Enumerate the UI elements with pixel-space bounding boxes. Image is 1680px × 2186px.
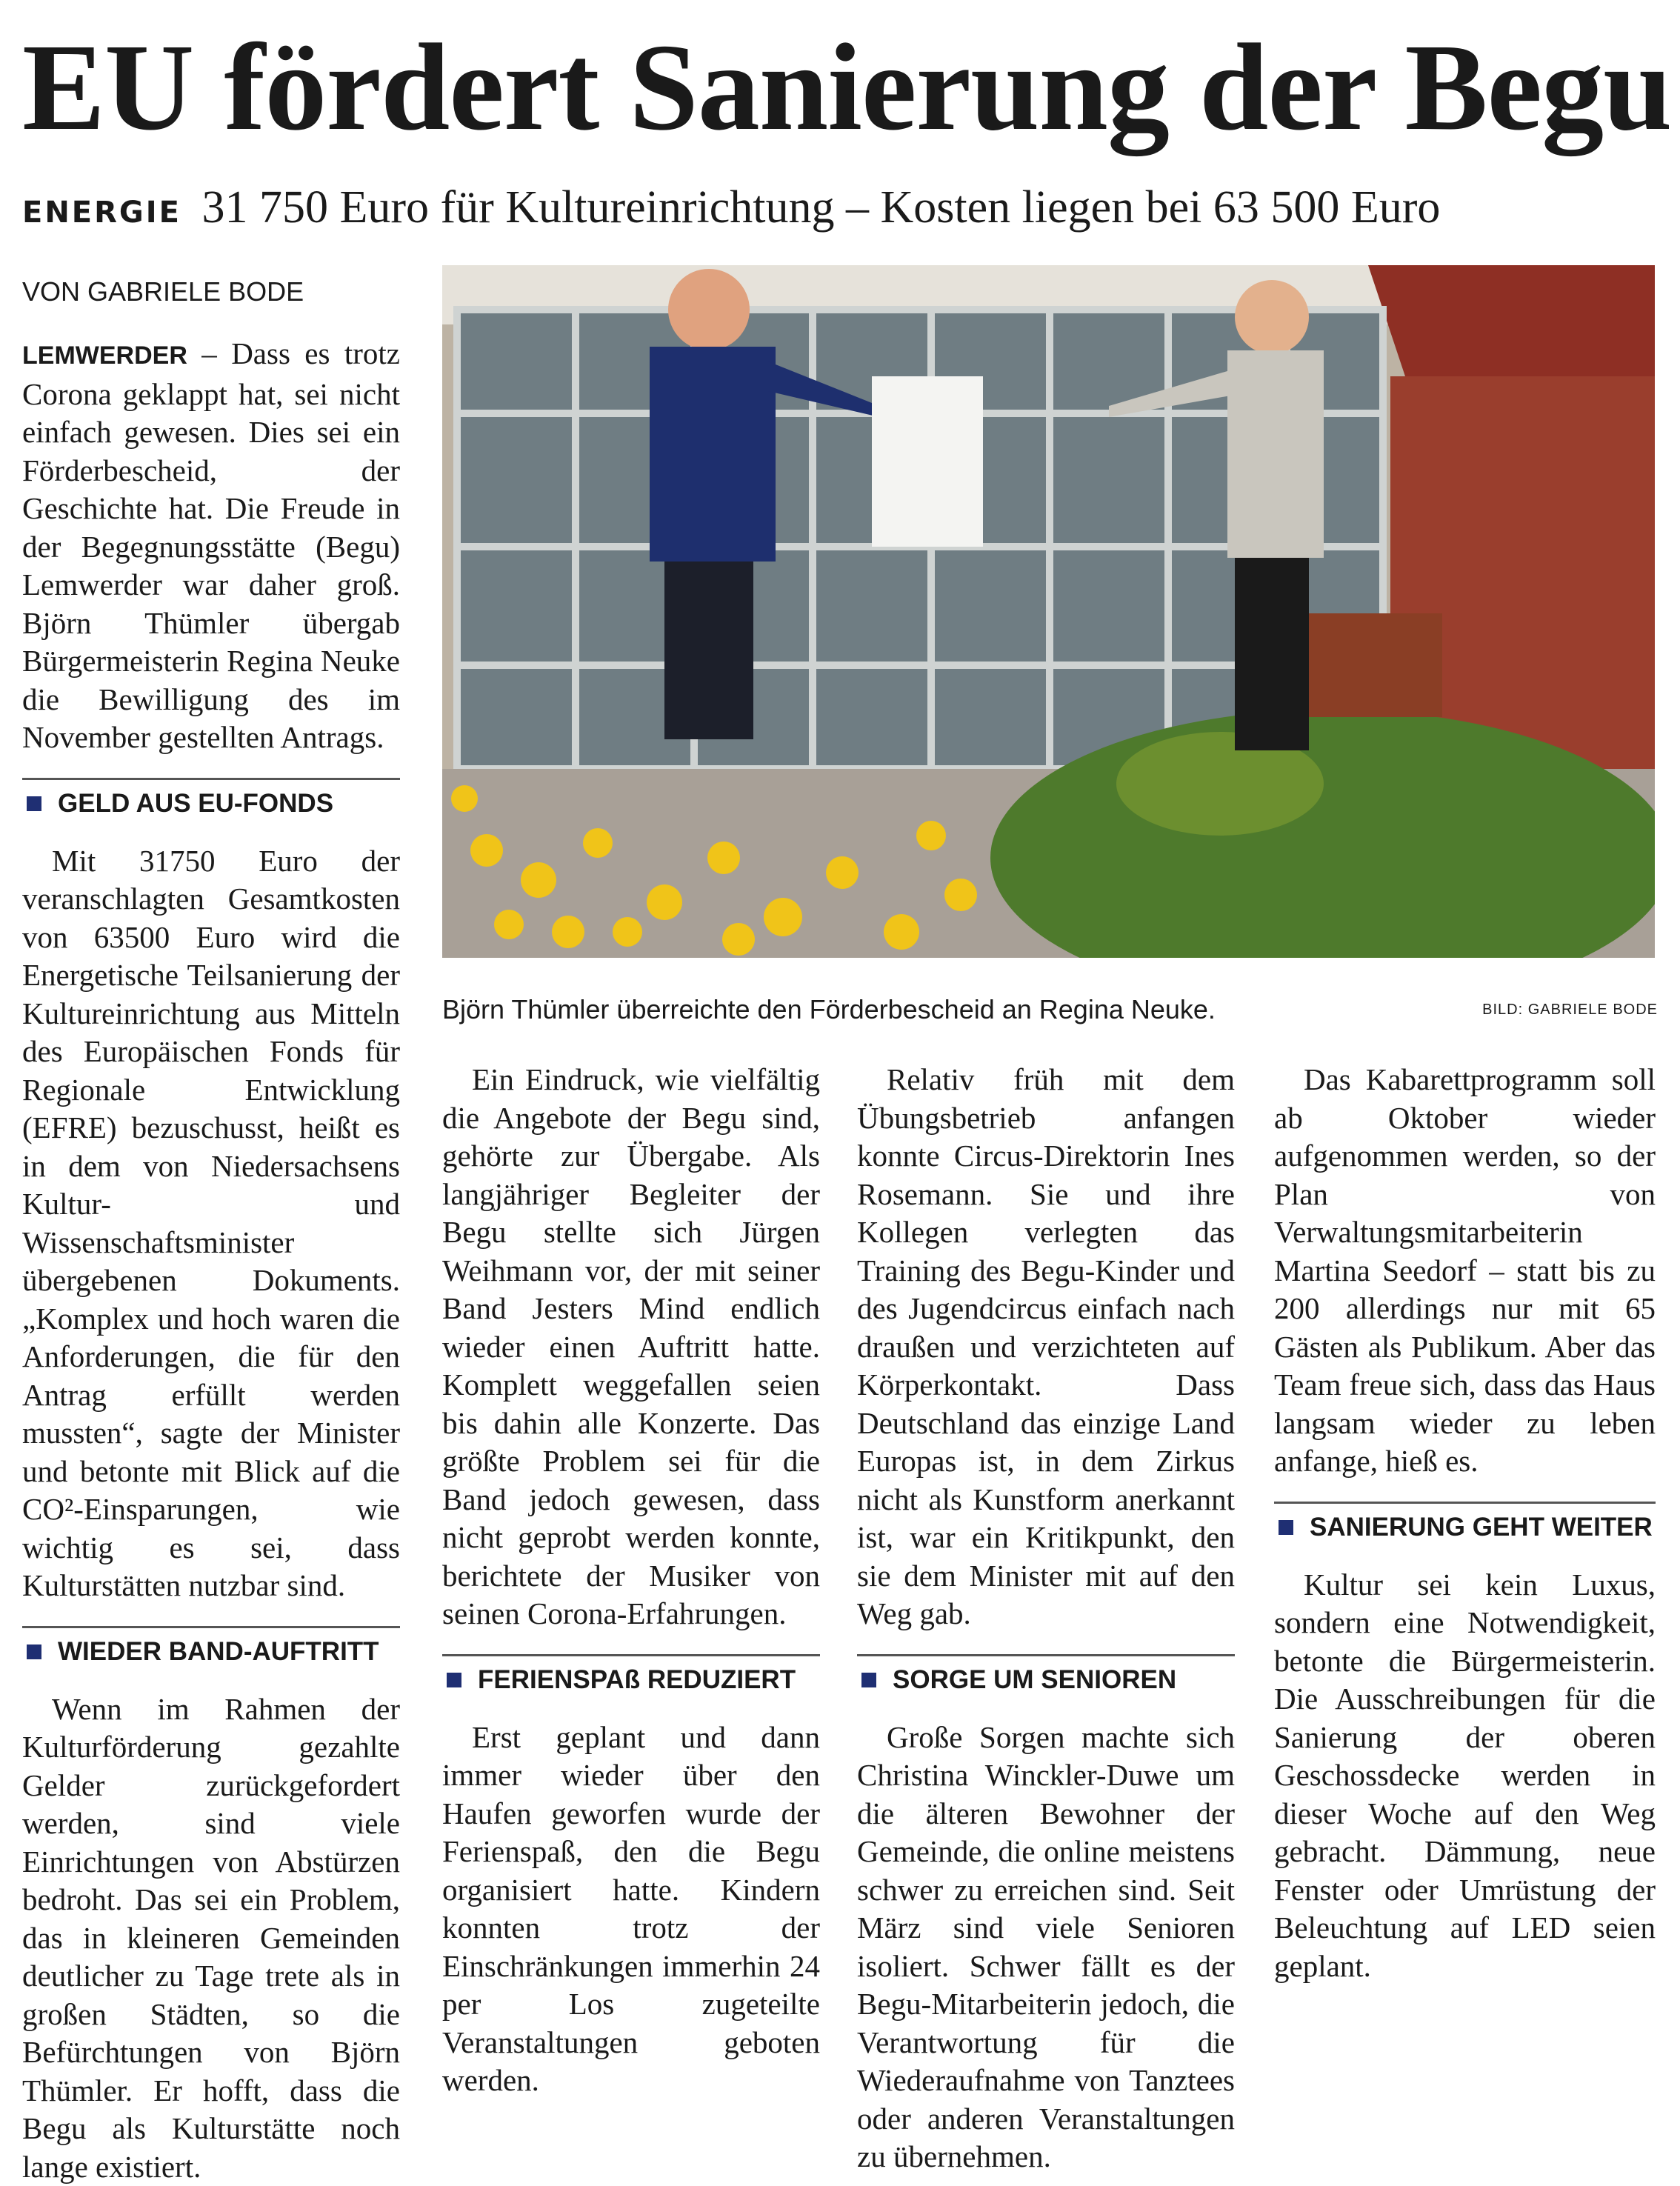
section-bullet [447,1673,461,1687]
photo-credit: BILD: GABRIELE BODE [1473,1002,1658,1019]
paragraph-senioren-1: Große Sorgen machte sich Christina Winckler-Duwe um die älteren Bewohner der Gemeinde, die online meistens schwer zu erreichen sind. Seit März sind viele Senioren isoliert. Schwer fällt es der Begu-Mitarbeiterin jedoch, die Verantwortung für die Wiederaufnahme von Tanztees oder anderen Veranstaltungen zu übernehmen. [857,1719,1235,2176]
subheadline [22,178,1667,242]
section-bullet [1279,1520,1293,1535]
paragraph-senioren-2: Das Kabarettprogramm soll ab Oktober wieder aufgenommen werden, so der Plan von Verwaltungsmitarbeiterin Martina Seedorf – statt bis zu 200 allerdings nur mit 65 Gästen als Publikum. Aber das Team freue sich, dass das Haus langsam wieder zu leben anfange, hieß es. [1274,1061,1656,1481]
section-heading-senioren: SORGE UM SENIOREN [857,1654,1235,1696]
lead-text: – Dass es trotz Corona geklappt hat, sei nicht einfach gewesen. Dies sei ein Förderbescheid, der Geschichte hat. Die Freude in der Begegnungsstätte (Begu) Lemwerder war daher groß. Björn Thümler übergab Bürgermeisterin Regina Neuke die Bewilligung des im November gestellten Antrags. [22,336,400,754]
paragraph-ferien-1: Erst geplant und dann immer wieder über den Haufen geworfen wurde der Ferienspaß, den die Begu organisiert hatte. Kindern konnten trotz der Einschränkungen immerhin 24 per Los zugeteilte Veranstaltungen geboten werden. [442,1719,820,2100]
paragraph-geld: Mit 31750 Euro der veranschlagten Gesamtkosten von 63500 Euro wird die Energetische Teilsanierung der Kultureinrichtung aus Mitteln des Europäischen Fonds für Regionale Entwicklung (EFRE) bezuschusst, heißt es in dem von Niedersachsens Kultur- und Wissenschaftsminister übergebenen Dokuments. „Komplex und hoch waren die Anforderungen, die für den Antrag erfüllt werden mussten“, sagte der Minister und betonte mit Blick auf die CO²-Einsparungen, wie wichtig es sei, dass Kulturstätten nutzbar sind. [22,842,400,1605]
paragraph-band-2: Ein Eindruck, wie vielfältig die Angebote der Begu sind, gehörte zur Übergabe. Als langjähriger Begleiter der Begu stellte sich Jürgen Weihmann vor, der mit seiner Band Jesters Mind endlich wieder einen Auftritt hatte. Komplett weggefallen seien bis dahin alle Konzerte. Das größte Problem sei für die Band jedoch gewesen, dass nicht geprobt werden konnte, berichtete der Musiker von seinen Corona-Erfahrungen. [442,1061,820,1633]
paragraph-sanierung: Kultur sei kein Luxus, sondern eine Notwendigkeit, betonte die Bürgermeisterin. Die Ausschreibungen für die Sanierung der oberen Geschossdecke werden in dieser Woche auf den Weg gebracht. Dämmung, neue Fenster oder Umrüstung der Beleuchtung auf LED seien geplant. [1274,1566,1656,1986]
section-bullet [27,1645,41,1659]
column-1 [22,335,400,2186]
column-3 [857,1061,1235,2176]
section-heading-sanierung: SANIERUNG GEHT WEITER [1274,1502,1656,1544]
section-heading-ferien: FERIENSPAß REDUZIERT [442,1654,820,1696]
photo-caption: Björn Thümler überreichte den Förderbescheid an Regina Neuke. [442,993,1361,1027]
lead-paragraph [22,335,400,757]
section-heading-geld: GELD AUS EU-FONDS [22,778,400,820]
section-bullet [27,796,41,811]
paragraph-band-1: Wenn im Rahmen der Kulturförderung gezahlte Gelder zurückgefordert werden, sind viele Einrichtungen von Abstürzen bedroht. Das sei ein Problem, das in kleineren Gemeinden deutlicher zu Tage trete als in großen Städten, so die Befürchtungen von Björn Thümler. Er hofft, dass die Begu als Kulturstätte noch lange existiert. [22,1690,400,2186]
section-heading-band: WIEDER BAND-AUFTRITT [22,1626,400,1668]
column-4 [1274,1061,1656,1985]
kicker: ENERGIE [22,196,181,230]
subheadline-text: 31 750 Euro für Kultureinrichtung – Kosten liegen bei 63 500 Euro [201,182,1440,233]
paragraph-ferien-2: Relativ früh mit dem Übungsbetrieb anfangen konnte Circus-Direktorin Ines Rosemann. Sie und ihre Kollegen verlegten das Training des Begu-Kinder und des Jugendcircus einfach nach draußen und verzichteten auf Körperkontakt. Dass Deutschland das einzige Land Europas ist, in dem Zirkus nicht als Kunstform anerkannt ist, war ein Kritikpunkt, den sie dem Minister mit auf den Weg gab. [857,1061,1235,1633]
photo-illustration [442,265,1655,958]
column-2 [442,1061,820,2100]
article-photo [442,265,1655,958]
dateline: LEMWERDER [22,341,187,370]
section-bullet [861,1673,876,1687]
byline: VON GABRIELE BODE [22,276,437,308]
headline: EU fördert Sanierung der Begu [22,13,1667,161]
